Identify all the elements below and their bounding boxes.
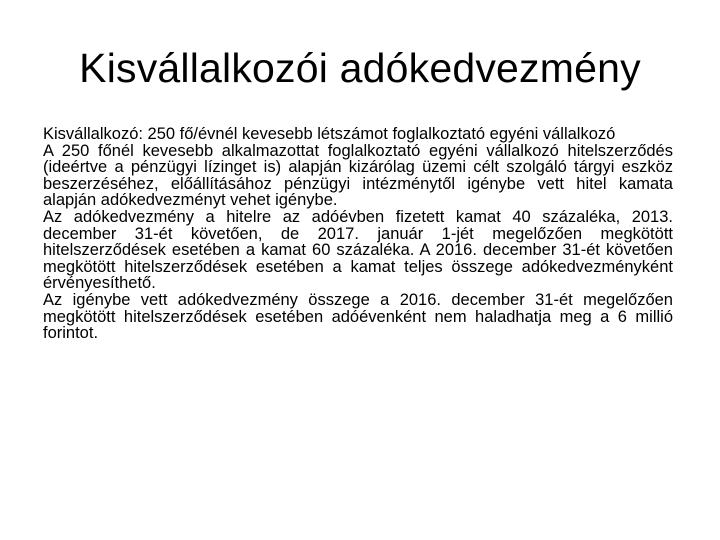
paragraph-eligibility: A 250 főnél kevesebb alkalmazottat foglalkoztató egyéni vállalkozó hitelszerződés (ideértve a pénzügyi lízinget is) alapján kizárólag üzemi célt szolgáló tárgyi eszköz beszerzéséhez, előállításához pénzügyi intézménytől igénybe vett hitel kamata alapján adókedvezményt vehet igénybe. <box>43 141 673 210</box>
paragraph-limit: Az igénybe vett adókedvezmény összege a 2016. december 31-ét megelőzően megkötött hitelszerződések esetében adóévenként nem haladhatja meg a 6 millió forintot. <box>43 290 673 343</box>
slide-title: Kisvállalkozói adókedvezmény <box>79 45 641 91</box>
paragraph-rate: Az adókedvezmény a hitelre az adóévben fizetett kamat 40 százaléka, 2013. december 31-ét követően, de 2017. január 1-jét megelőzően megkötött hitelszerződések esetében a kamat 60 százaléka. A 2016. december 31-ét követően megkötött hitelszerződések esetében a kamat teljes összege adókedvezményként érvényesíthető. <box>43 207 673 293</box>
paragraph-definition: Kisvállalkozó: 250 fő/évnél kevesebb létszámot foglalkoztató egyéni vállalkozó <box>43 125 616 143</box>
slide-body <box>43 126 673 342</box>
